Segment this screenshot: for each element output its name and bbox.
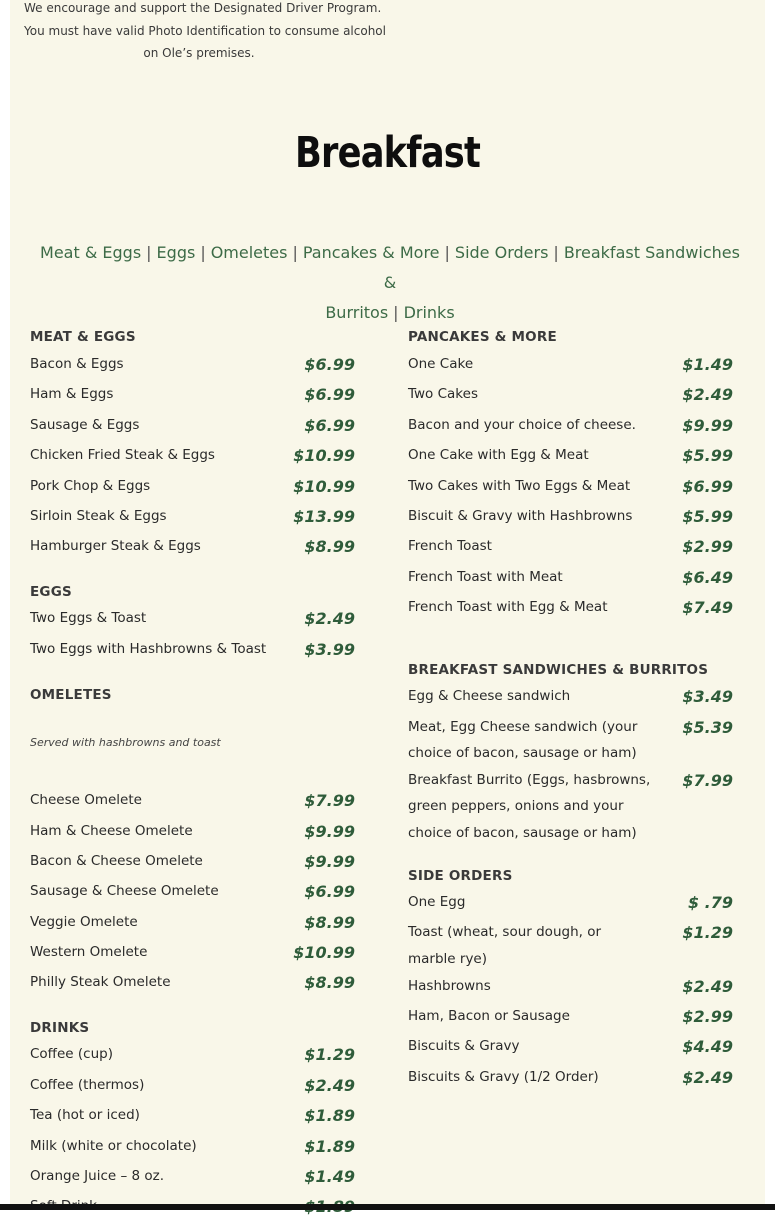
item-price: $13.99 (293, 507, 355, 526)
menu-item: Bacon and your choice of cheese. (408, 417, 636, 433)
menu-item: One Cake (408, 356, 474, 372)
menu-item: Philly Steak Omelete (30, 974, 171, 990)
menu-item: Meat, Egg Cheese sandwich (your (408, 719, 638, 735)
menu-item: Ham & Eggs (30, 386, 114, 402)
nav-separator: | (553, 243, 559, 262)
item-price: $8.99 (304, 913, 355, 932)
menu-item: French Toast with Egg & Meat (408, 599, 608, 615)
nav-link-meat-eggs[interactable]: Meat & Eggs (40, 243, 142, 262)
nav-link-pancakes[interactable]: Pancakes & More (302, 243, 440, 262)
notice-line: We encourage and support the Designated Driver Program. (24, 1, 382, 15)
nav-separator: | (393, 303, 399, 322)
omelete-note: Served with hashbrowns and toast (30, 736, 221, 749)
menu-item: Coffee (thermos) (30, 1077, 145, 1093)
menu-item: Bacon & Cheese Omelete (30, 853, 203, 869)
nav-link-drinks[interactable]: Drinks (403, 303, 455, 322)
item-price: $6.49 (682, 568, 733, 587)
menu-item: Biscuit & Gravy with Hashbrowns (408, 508, 633, 524)
item-price: $10.99 (293, 446, 355, 465)
menu-item: Hashbrowns (408, 978, 491, 994)
menu-item: Ham & Cheese Omelete (30, 823, 193, 839)
menu-item: Western Omelete (30, 944, 148, 960)
menu-item: Milk (white or chocolate) (30, 1138, 197, 1154)
menu-item: One Egg (408, 894, 466, 910)
menu-item: Tea (hot or iced) (30, 1107, 140, 1123)
item-price: $7.49 (682, 598, 733, 617)
item-price: $1.29 (304, 1045, 355, 1064)
nav-separator: | (146, 243, 152, 262)
menu-item: One Cake with Egg & Meat (408, 447, 589, 463)
item-price: $9.99 (304, 852, 355, 871)
item-price: $2.49 (304, 1076, 355, 1095)
item-price: $5.99 (682, 446, 733, 465)
item-price: $3.99 (304, 640, 355, 659)
item-price: $6.99 (682, 477, 733, 496)
menu-item: Biscuits & Gravy (408, 1038, 520, 1054)
item-price: $9.99 (304, 822, 355, 841)
item-price: $5.39 (682, 718, 733, 737)
item-price: $7.99 (304, 791, 355, 810)
section-heading-omeletes: OMELETES (30, 687, 112, 703)
item-price: $10.99 (293, 477, 355, 496)
menu-item: Breakfast Burrito (Eggs, hasbrowns, (408, 772, 651, 788)
item-price: $1.49 (682, 355, 733, 374)
item-price: $3.49 (682, 687, 733, 706)
menu-item: Two Cakes (408, 386, 478, 402)
item-price: $2.49 (682, 977, 733, 996)
notice-line: on Ole’s premises. (143, 46, 255, 60)
item-price: $5.99 (682, 507, 733, 526)
item-price: $ .79 (687, 893, 733, 912)
item-price: $6.99 (304, 385, 355, 404)
menu-item: Sirloin Steak & Eggs (30, 508, 167, 524)
item-price: $2.99 (682, 537, 733, 556)
nav-separator: | (292, 243, 298, 262)
menu-item: French Toast with Meat (408, 569, 563, 585)
item-price: $8.99 (304, 973, 355, 992)
section-heading-meat-eggs: MEAT & EGGS (30, 329, 136, 345)
menu-item-continued: choice of bacon, sausage or ham) (408, 745, 637, 761)
nav-link-burritos[interactable]: Burritos (325, 303, 389, 322)
section-nav (40, 238, 740, 328)
menu-item: Cheese Omelete (30, 792, 142, 808)
menu-item: Orange Juice – 8 oz. (30, 1168, 165, 1184)
bottom-bar (0, 1204, 775, 1210)
item-price: $2.99 (682, 1007, 733, 1026)
nav-link-eggs[interactable]: Eggs (156, 243, 196, 262)
menu-item: Ham, Bacon or Sausage (408, 1008, 570, 1024)
menu-item: Coffee (cup) (30, 1046, 113, 1062)
section-heading-side-orders: SIDE ORDERS (408, 868, 513, 884)
item-price: $1.49 (304, 1167, 355, 1186)
menu-item: Egg & Cheese sandwich (408, 688, 571, 704)
item-price: $9.99 (682, 416, 733, 435)
item-price: $10.99 (293, 943, 355, 962)
menu-item: Sausage & Cheese Omelete (30, 883, 219, 899)
nav-separator: | (444, 243, 450, 262)
nav-link-omeletes[interactable]: Omeletes (210, 243, 288, 262)
menu-item: Two Eggs with Hashbrowns & Toast (30, 641, 267, 657)
section-heading-drinks: DRINKS (30, 1020, 90, 1036)
menu-panel (10, 0, 765, 1204)
menu-item: Biscuits & Gravy (1/2 Order) (408, 1069, 599, 1085)
item-price: $1.89 (304, 1137, 355, 1156)
item-price: $2.49 (682, 1068, 733, 1087)
menu-item: Two Eggs & Toast (30, 610, 147, 626)
menu-item: Two Cakes with Two Eggs & Meat (408, 478, 631, 494)
item-price: $2.49 (304, 609, 355, 628)
item-price: $6.99 (304, 416, 355, 435)
item-price: $7.99 (682, 771, 733, 790)
item-price: $1.29 (682, 923, 733, 942)
section-heading-eggs: EGGS (30, 584, 72, 600)
item-price: $1.89 (304, 1106, 355, 1125)
menu-item: French Toast (408, 538, 492, 554)
notice-line: You must have valid Photo Identification to consume alcohol (24, 23, 386, 38)
menu-item: Toast (wheat, sour dough, or (408, 924, 602, 940)
menu-item-continued: green peppers, onions and your (408, 798, 624, 814)
menu-item: Bacon & Eggs (30, 356, 124, 372)
menu-item: Pork Chop & Eggs (30, 478, 151, 494)
menu-item-continued: choice of bacon, sausage or ham) (408, 825, 637, 841)
nav-link-breakfast-sandwiches[interactable]: Breakfast Sandwiches & (383, 243, 740, 292)
section-heading-sandwiches: BREAKFAST SANDWICHES & BURRITOS (408, 662, 709, 678)
nav-link-side-orders[interactable]: Side Orders (454, 243, 549, 262)
item-price: $8.99 (304, 537, 355, 556)
nav-separator: | (200, 243, 206, 262)
menu-item: Hamburger Steak & Eggs (30, 538, 201, 554)
item-price: $6.99 (304, 355, 355, 374)
section-heading-pancakes: PANCAKES & MORE (408, 329, 557, 345)
menu-item-continued: marble rye) (408, 951, 488, 967)
menu-item: Sausage & Eggs (30, 417, 140, 433)
menu-item: Veggie Omelete (30, 914, 138, 930)
item-price: $4.49 (682, 1037, 733, 1056)
item-price: $6.99 (304, 882, 355, 901)
item-price: $2.49 (682, 385, 733, 404)
page-title: Breakfast (294, 128, 481, 178)
designated-driver-notice (24, 0, 386, 65)
menu-item: Chicken Fried Steak & Eggs (30, 447, 215, 463)
